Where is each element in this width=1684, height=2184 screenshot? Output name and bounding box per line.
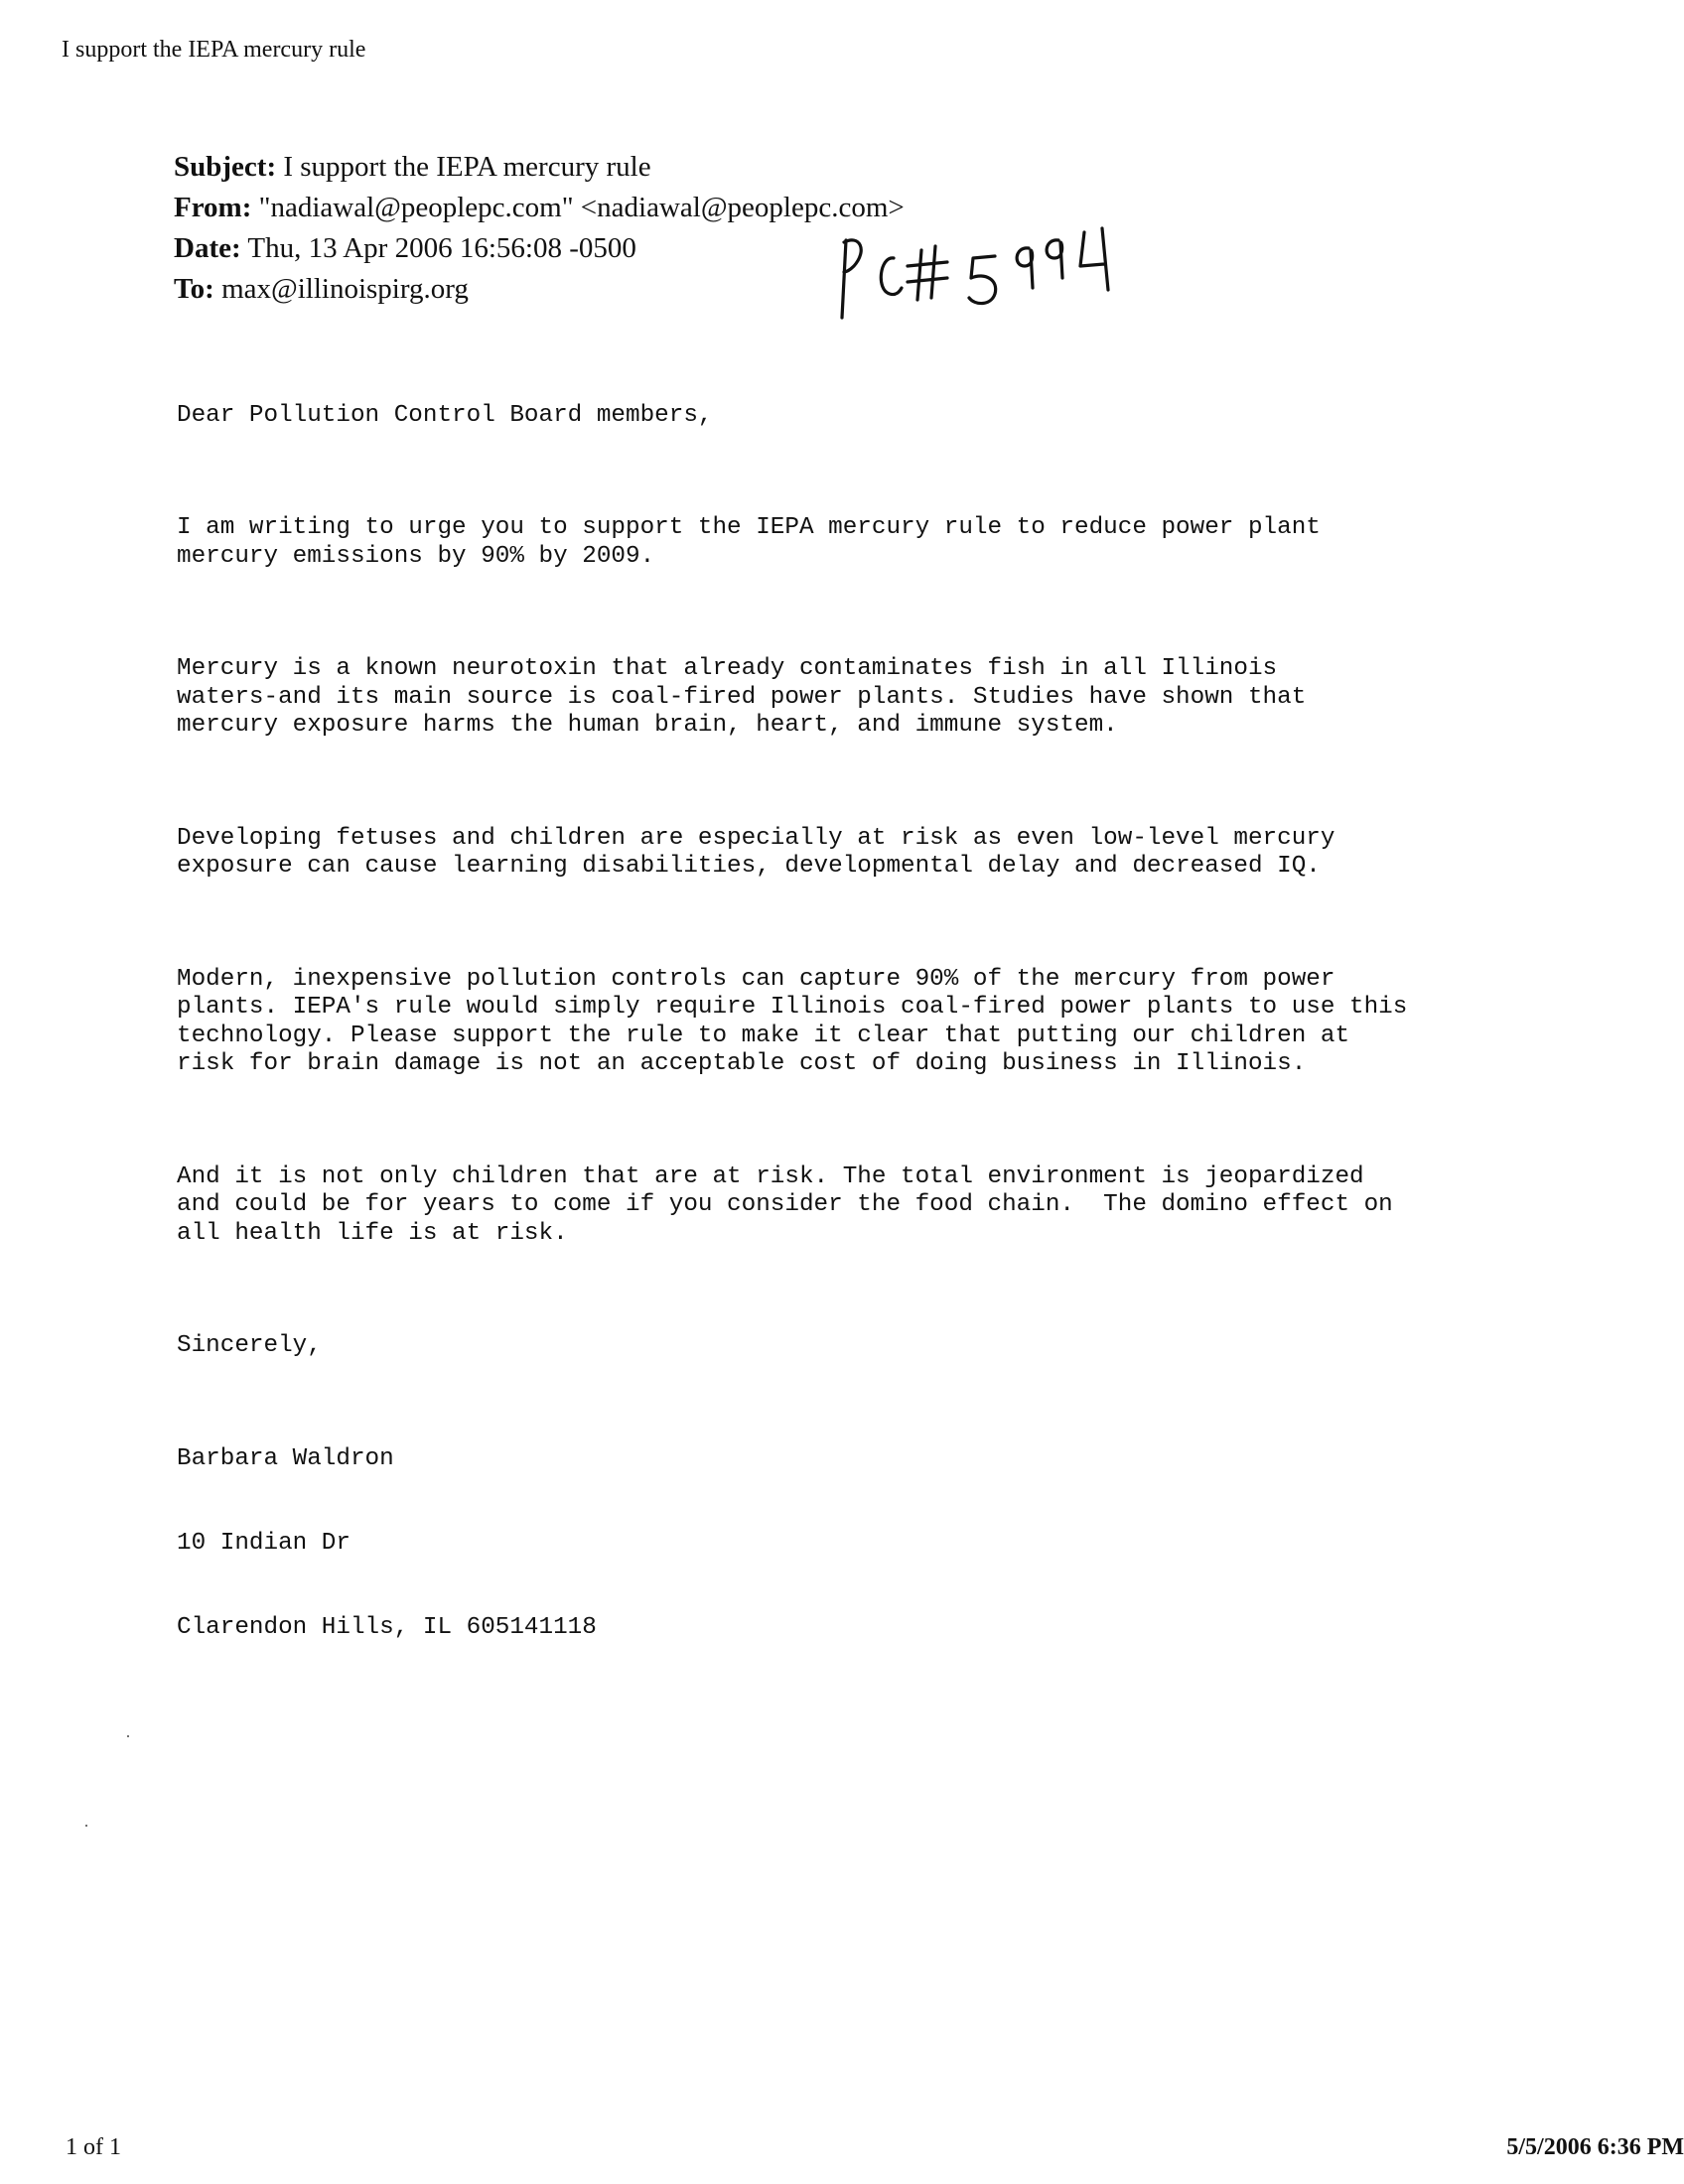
- signature-address-street: 10 Indian Dr: [177, 1529, 351, 1557]
- scan-speck: [85, 1825, 87, 1827]
- email-body: [177, 345, 1567, 1671]
- signature-name: Barbara Waldron: [177, 1444, 394, 1472]
- to-value: max@illinoispirg.org: [221, 273, 469, 305]
- from-value: "nadiawal@peoplepc.com" <nadiawal@peoplepc.com>: [258, 192, 905, 223]
- date-value: Thu, 13 Apr 2006 16:56:08 -0500: [247, 232, 636, 264]
- body-paragraph: And it is not only children that are at risk. The total environment is jeopardized and could be for years to come if you consider the food chain. The domino effect on all health life is at risk.: [177, 1162, 1393, 1247]
- subject-value: I support the IEPA mercury rule: [283, 151, 651, 183]
- subject-label: Subject:: [174, 151, 277, 183]
- handwritten-pc-number: [824, 220, 1142, 330]
- from-label: From:: [174, 192, 252, 223]
- print-timestamp: 5/5/2006 6:36 PM: [1506, 2134, 1684, 2160]
- page-header: I support the IEPA mercury rule: [62, 37, 366, 63]
- body-paragraph: Mercury is a known neurotoxin that already contaminates fish in all Illinois waters-and its main source is coal-fired power plants. Studies have shown that mercury exposure harms the human brain, heart, and immune system.: [177, 655, 1307, 740]
- signature-address-city: Clarendon Hills, IL 605141118: [177, 1614, 597, 1642]
- body-paragraph: I am writing to urge you to support the IEPA mercury rule to reduce power plant mercury emissions by 90% by 2009.: [177, 514, 1321, 570]
- to-label: To:: [174, 273, 214, 305]
- greeting: Dear Pollution Control Board members,: [177, 401, 713, 429]
- closing: Sincerely,: [177, 1332, 322, 1360]
- page-count: 1 of 1: [66, 2134, 121, 2160]
- body-paragraph: Modern, inexpensive pollution controls can capture 90% of the mercury from power plants. IEPA's rule would simply require Illinois coal-fired power plants to use this technology. Please support the rule to make it clear that putting our children at risk for brain damage is not an acceptable cost of doing business in Illinois.: [177, 965, 1408, 1078]
- scan-speck: [127, 1735, 129, 1737]
- date-label: Date:: [174, 232, 241, 264]
- body-paragraph: Developing fetuses and children are especially at risk as even low-level mercury exposure can cause learning disabilities, developmental delay and decreased IQ.: [177, 824, 1335, 881]
- subject-row: [174, 147, 1067, 188]
